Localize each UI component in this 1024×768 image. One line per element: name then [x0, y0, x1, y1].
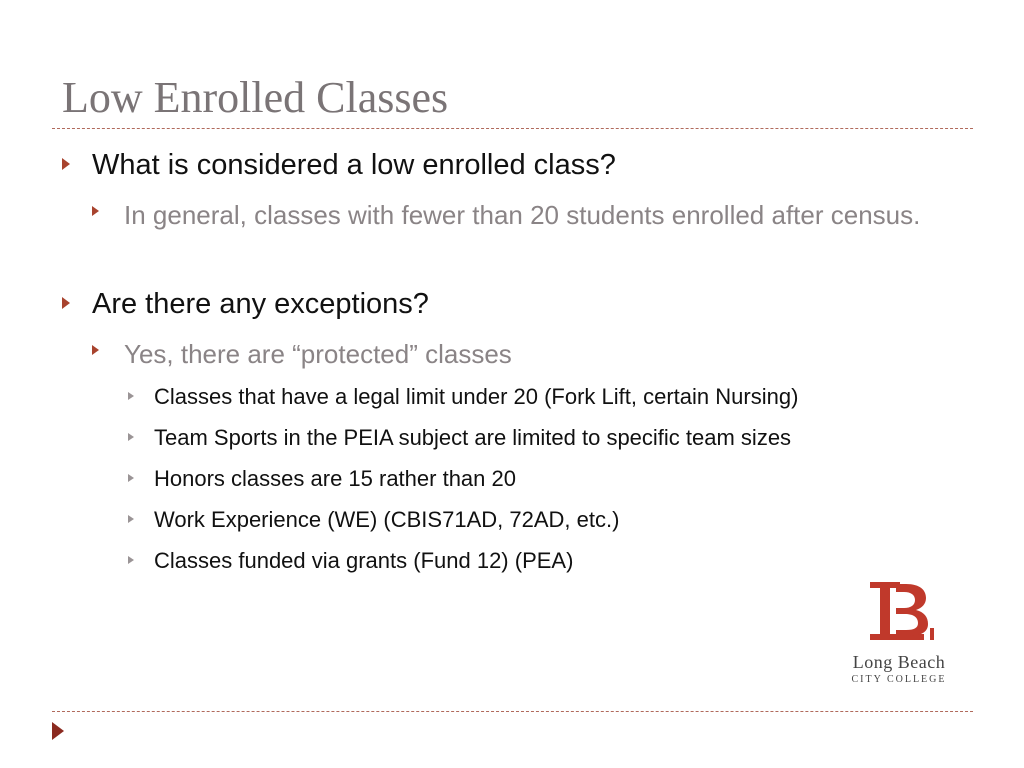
logo-line2: CITY COLLEGE: [851, 674, 947, 685]
sub-sub-bullet-text: Classes that have a legal limit under 20 (Fork Lift, certain Nursing): [154, 384, 799, 409]
bullet-text: Are there any exceptions?: [92, 288, 429, 320]
lb-monogram-icon: [834, 578, 964, 650]
college-logo: [834, 578, 964, 690]
title-divider: [52, 128, 973, 129]
bullet-arrow-icon: [62, 297, 70, 309]
bullet-arrow-icon: [128, 433, 134, 441]
footer-divider: [52, 711, 973, 712]
bullet-arrow-icon: [62, 158, 70, 170]
bullet-arrow-icon: [128, 515, 134, 523]
sub-bullet-text: In general, classes with fewer than 20 students enrolled after census.: [124, 200, 921, 230]
bullet-arrow-icon: [92, 206, 99, 216]
bullet-arrow-icon: [128, 392, 134, 400]
bullet-arrow-icon: [128, 474, 134, 482]
logo-line1: Long Beach: [852, 652, 946, 672]
corner-arrow-icon: [52, 722, 64, 740]
bullet-arrow-icon: [92, 345, 99, 355]
sub-sub-bullet-text: Team Sports in the PEIA subject are limited to specific team sizes: [154, 425, 792, 450]
bullet-arrow-icon: [128, 556, 134, 564]
sub-bullet-text: Yes, there are “protected” classes: [124, 339, 512, 369]
sub-sub-bullet-text: Work Experience (WE) (CBIS71AD, 72AD, etc.): [154, 507, 620, 532]
sub-sub-bullet-text: Honors classes are 15 rather than 20: [154, 466, 516, 491]
sub-sub-bullet-text: Classes funded via grants (Fund 12) (PEA): [154, 548, 574, 573]
bullet-text: What is considered a low enrolled class?: [92, 149, 616, 181]
slide-title: Low Enrolled Classes: [62, 73, 449, 122]
